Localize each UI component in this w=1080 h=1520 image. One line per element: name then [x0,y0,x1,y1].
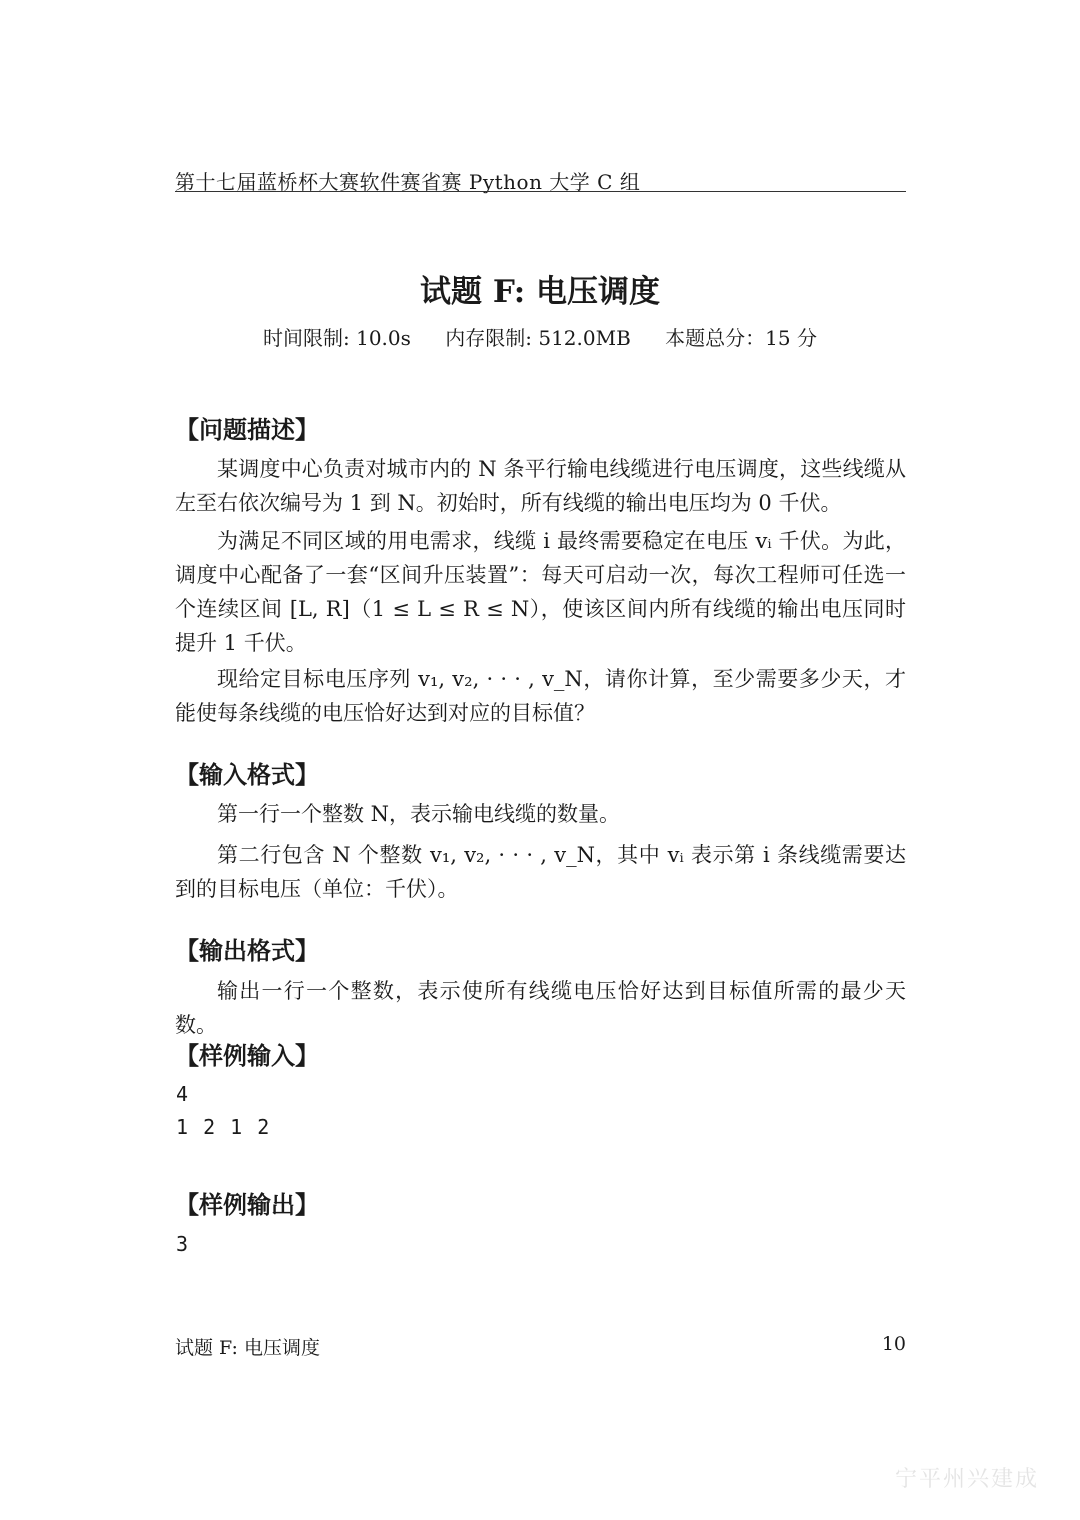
input-format-heading: 【输入格式】 [175,761,319,789]
sample-input-line-1: 4 [176,1082,189,1106]
time-limit: 时间限制: 10.0s [263,326,411,350]
description-paragraph-3: 现给定目标电压序列 v₁, v₂, · · · , v_N，请你计算，至少需要多少天，才能使每条线缆的电压恰好达到对应的目标值？ [175,667,906,725]
watermark: 宁平州兴建成 [895,1467,1040,1492]
total-score: 本题总分：15 分 [665,326,817,350]
input-format-paragraph-1: 第一行一个整数 N，表示输电线缆的数量。 [217,802,621,826]
description-paragraph-2: 为满足不同区域的用电需求，线缆 i 最终需要稳定在电压 vᵢ 千伏。为此，调度中心配备了一套“区间升压装置”：每天可启动一次，每次工程师可任选一个连续区间 [L, R]（1 ≤ L ≤ R ≤ N），使该区间内所有线缆的输出电压同时提升 1 千伏。 [175,529,906,655]
footer-title: 试题 F: 电压调度 [175,1337,320,1359]
problem-title: 试题 F: 电压调度 [420,274,660,310]
description-paragraph-1: 某调度中心负责对城市内的 N 条平行输电线缆进行电压调度，这些线缆从左至右依次编号为 1 到 N。初始时，所有线缆的输出电压均为 0 千伏。 [175,457,906,515]
running-header: 第十七届蓝桥杯大赛软件赛省赛 Python 大学 C 组 [175,170,641,194]
output-format-paragraph-1: 输出一行一个整数，表示使所有线缆电压恰好达到目标值所需的最少天数。 [175,979,906,1037]
description-heading: 【问题描述】 [175,416,319,444]
sample-output-heading: 【样例输出】 [175,1191,319,1219]
sample-input-heading: 【样例输入】 [175,1042,319,1070]
header-rule [175,191,906,192]
input-format-paragraph-2: 第二行包含 N 个整数 v₁, v₂, · · · , v_N，其中 vᵢ 表示第 i 条线缆需要达到的目标电压（单位：千伏）。 [175,843,906,901]
page-number: 10 [881,1333,906,1355]
sample-output-line-1: 3 [176,1232,189,1256]
memory-limit: 内存限制: 512.0MB [445,326,631,350]
sample-input-line-2: 1 2 1 2 [176,1115,270,1139]
problem-meta [0,322,1080,351]
output-format-heading: 【输出格式】 [175,937,319,965]
